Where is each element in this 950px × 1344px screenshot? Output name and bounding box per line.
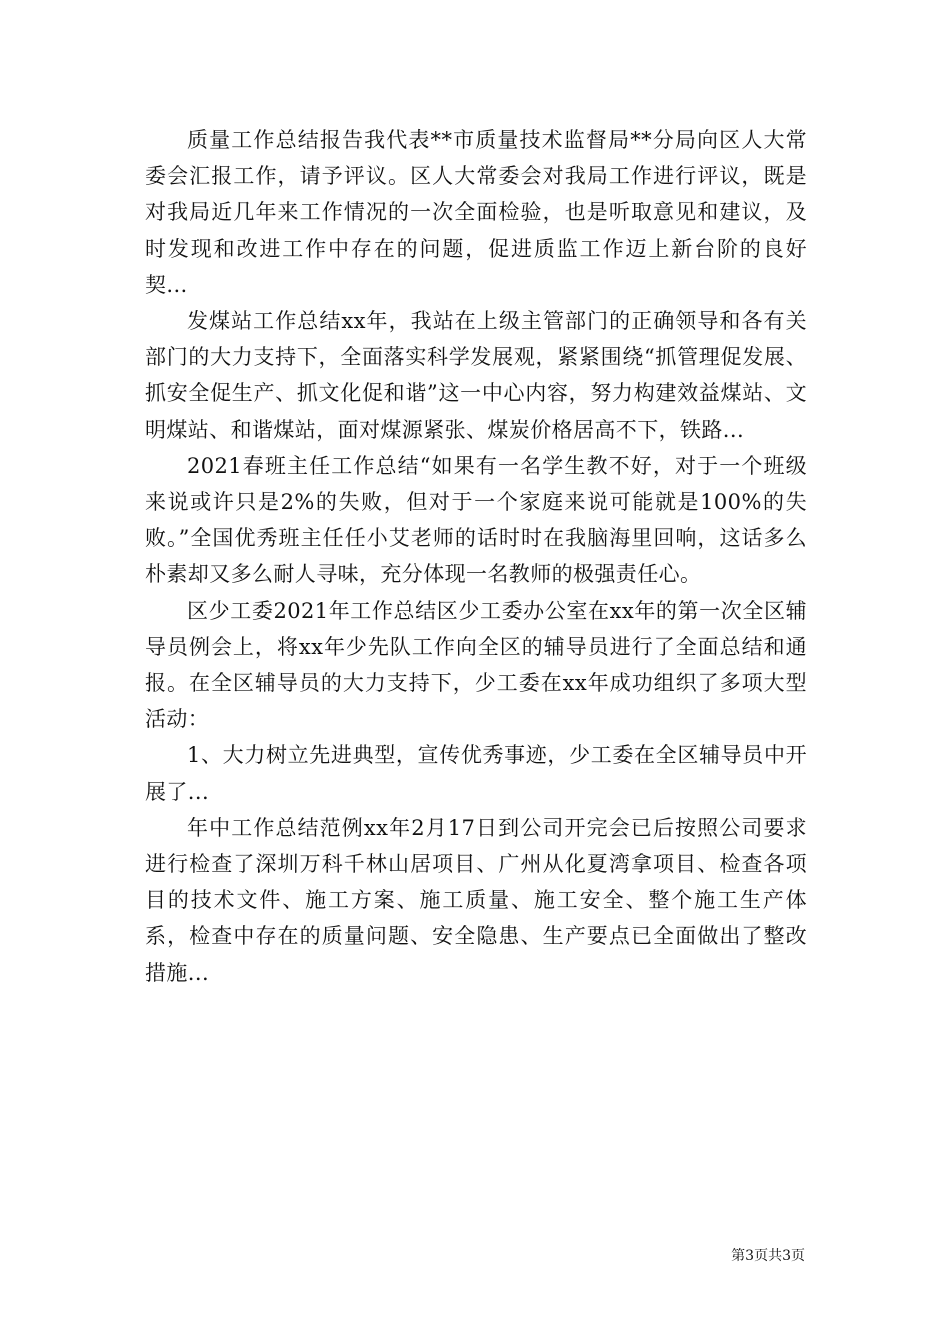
paragraph-youth-committee: 区少工委2021年工作总结区少工委办公室在xx年的第一次全区辅导员例会上，将xx年少先队工作向全区的辅导员进行了全面总结和通报。在全区辅导员的大力支持下，少工委在xx年成功组织了多项大型活动： xyxy=(145,598,807,732)
paragraph-list-item-1: 1、大力树立先进典型，宣传优秀事迹，少工委在全区辅导员中开展了... xyxy=(145,743,807,804)
document-body xyxy=(145,122,807,991)
paragraph-quality-report: 质量工作总结报告我代表**市质量技术监督局**分局向区人大常委会汇报工作，请予评议。区人大常委会对我局工作进行评议，既是对我局近几年来工作情况的一次全面检验，也是听取意见和建议，及时发现和改进工作中存在的问题，促进质监工作迈上新台阶的良好契... xyxy=(145,128,807,297)
paragraph-mid-year-summary: 年中工作总结范例xx年2月17日到公司开完会已后按照公司要求进行检查了深圳万科千林山居项目、广州从化夏湾拿项目、检查各项目的技术文件、施工方案、施工质量、施工安全、整个施工生产体系，检查中存在的质量问题、安全隐患、生产要点已全面做出了整改措施... xyxy=(145,815,807,985)
page-number: 第3页共3页 xyxy=(731,1248,805,1264)
paragraph-class-teacher: 2021春班主任工作总结“如果有一名学生教不好，对于一个班级来说或许只是2%的失败，但对于一个家庭来说可能就是100%的失败。”全国优秀班主任任小艾老师的话时时在我脑海里回响，这话多么朴素却又多么耐人寻味，充分体现一名教师的极强责任心。 xyxy=(145,453,807,587)
paragraph-coal-station: 发煤站工作总结xx年，我站在上级主管部门的正确领导和各有关部门的大力支持下，全面落实科学发展观，紧紧围绕“抓管理促发展、抓安全促生产、抓文化促和谐”这一中心内容，努力构建效益煤站、文明煤站、和谐煤站，面对煤源紧张、煤炭价格居高不下，铁路... xyxy=(145,309,807,442)
